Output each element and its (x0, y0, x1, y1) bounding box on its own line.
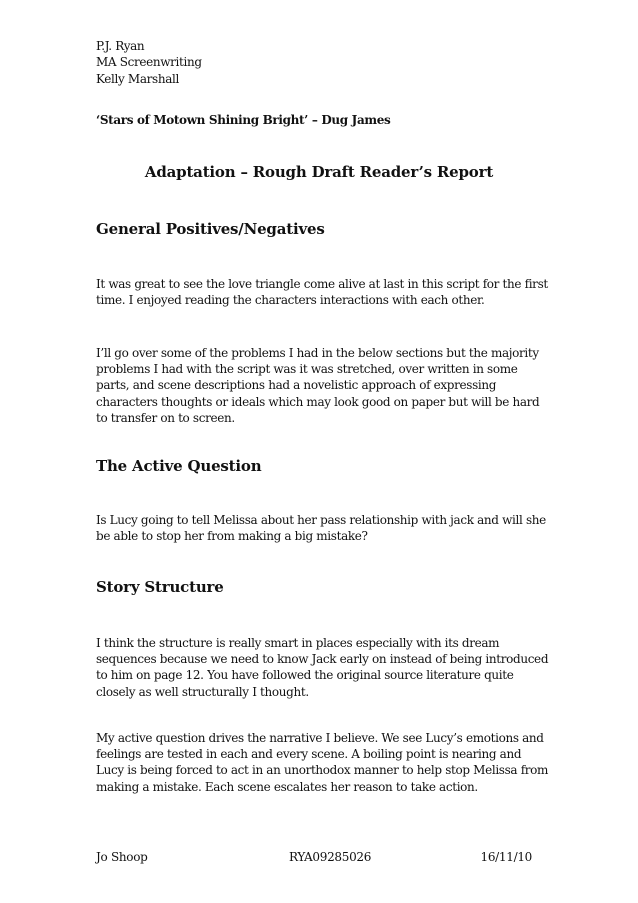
course-name: MA Screenwriting (96, 55, 202, 70)
header-block (96, 38, 552, 87)
general-paragraph-1: It was great to see the love triangle come alive at last in this script for the first time. I enjoyed reading the characters interactions with each other. (96, 277, 548, 308)
tutor-name: Kelly Marshall (96, 71, 180, 86)
story-structure-paragraph-1: I think the structure is really smart in places especially with its dream sequences because we need to know Jack early on instead of being introduced to him on page 12. You have followed the original source literature quite closely as well structurally I thought. (96, 636, 549, 699)
footer-reference: RYA09285026 (289, 850, 372, 864)
heading-active-question: The Active Question (96, 457, 262, 475)
play-title: ‘Stars of Motown Shining Bright’ – Dug James (96, 113, 391, 127)
report-title: Adaptation – Rough Draft Reader’s Report (144, 163, 494, 181)
story-structure-paragraph-2: My active question drives the narrative I believe. We see Lucy’s emotions and feelings are tested in each and every scene. A boiling point is nearing and Lucy is being forced to act in an unorthodox manner to help stop Melissa from making a mistake. Each scene escalates her reason to take action. (96, 731, 549, 794)
footer-date: 16/11/10 (480, 850, 532, 864)
footer-reader: Jo Shoop (96, 850, 148, 864)
heading-story-structure: Story Structure (96, 578, 224, 596)
active-question-paragraph: Is Lucy going to tell Melissa about her pass relationship with jack and will she be able to stop her from making a big mistake? (96, 513, 546, 544)
heading-general: General Positives/Negatives (96, 220, 325, 238)
author-name: P.J. Ryan (96, 39, 145, 53)
general-paragraph-2: I’ll go over some of the problems I had in the below sections but the majority problems I had with the script was it was stretched, over written in some parts, and scene descriptions had a novelistic approach of expressing characters thoughts or ideals which may look good on paper but will be hard to transfer on to screen. (96, 346, 540, 425)
